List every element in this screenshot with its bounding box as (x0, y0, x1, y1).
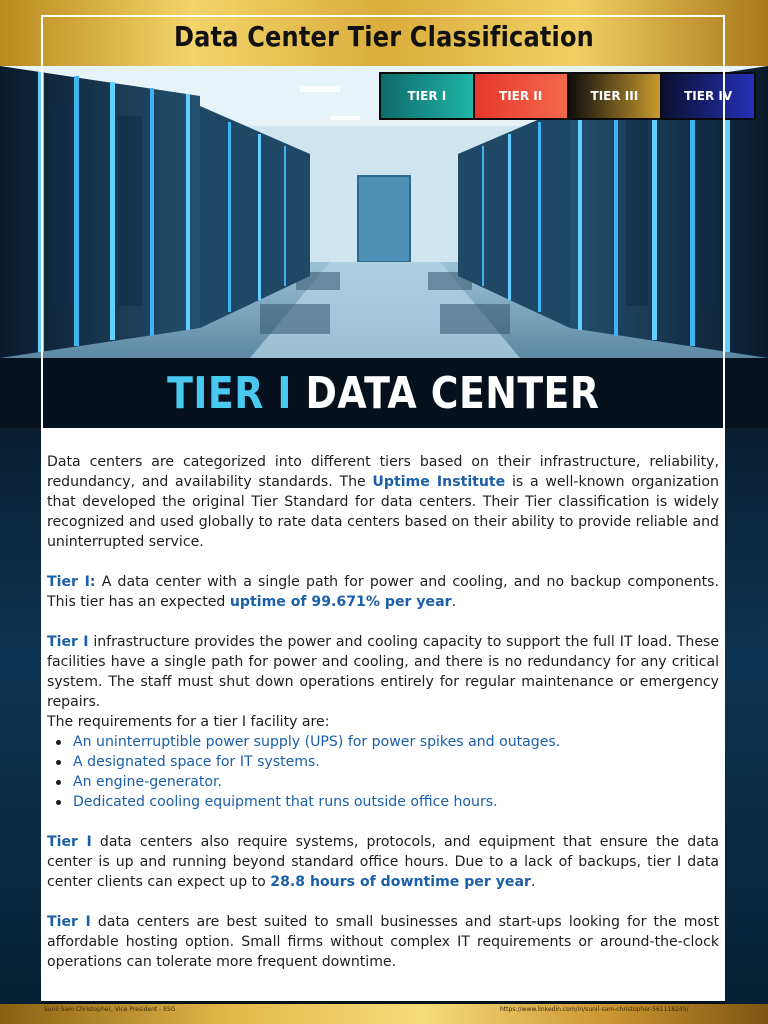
list-item: A designated space for IT systems. (73, 752, 719, 772)
right-decoration (725, 428, 768, 1004)
uptime-institute-link[interactable]: Uptime Institute (372, 474, 506, 490)
footer-url[interactable]: https://www.linkedin.com/in/sunil-sam-christopher-561118245/ (500, 1006, 689, 1013)
list-item: Dedicated cooling equipment that runs outside office hours. (73, 792, 719, 812)
tier-definition-text: A data center with a single path for power and cooling, and no backup components. This tier has an expected (47, 574, 719, 610)
tier-definition-end: . (451, 594, 457, 610)
downtime-end: . (530, 874, 536, 890)
tab-tier-1[interactable]: TIER I (381, 74, 475, 118)
requirements-intro: The requirements for a tier I facility are: (47, 714, 330, 730)
heading-rest: DATA CENTER (291, 367, 600, 419)
heading-accent: TIER I (166, 367, 292, 419)
white-frame (41, 15, 725, 1001)
footer-author: Sunil Sam Christopher, Vice President - ESG (44, 1006, 176, 1013)
tab-tier-3[interactable]: TIER III (569, 74, 663, 118)
infrastructure-text: infrastructure provides the power and cooling capacity to support the full IT load. These facilities have a single path for power and cooling, and there is no redundancy for any critical system. The staff must shut down operations entirely for regular maintenance or emergency repairs. (47, 634, 719, 710)
tier-label: Tier I (47, 914, 91, 930)
downtime-highlight: 28.8 hours of downtime per year (270, 874, 531, 890)
page-title: Data Center Tier Classification (173, 20, 595, 53)
tier-label: Tier I (47, 834, 92, 850)
left-decoration (0, 428, 41, 1004)
downtime-text: data centers also require systems, protocols, and equipment that ensure the data center is up and running beyond standard office hours. Due to a lack of backups, tier I data center clients can expect up to (47, 834, 720, 890)
suitability-text: data centers are best suited to small businesses and start-ups looking for the most affordable hosting option. Small firms without complex IT requirements or around-the-clock operations can tolerate more frequent downtime. (47, 914, 720, 970)
intro-text-b: is a well-known organization that developed the original Tier Standard for data centers. Their Tier classification is widely recognized and used globally to rate data centers based on their ability to provide reliable and uninterrupted service. (47, 474, 719, 550)
tab-tier-4[interactable]: TIER IV (662, 74, 754, 118)
tier-label: Tier I (47, 634, 89, 650)
intro-text-a: Data centers are categorized into different tiers based on their infrastructure, reliability, redundancy, and availability standards. The (47, 454, 719, 490)
tab-tier-2[interactable]: TIER II (475, 74, 569, 118)
list-item: An uninterruptible power supply (UPS) for power spikes and outages. (73, 732, 719, 752)
tier-label: Tier I: (47, 574, 96, 590)
uptime-highlight: uptime of 99.671% per year (229, 594, 452, 610)
list-item: An engine-generator. (73, 772, 719, 792)
